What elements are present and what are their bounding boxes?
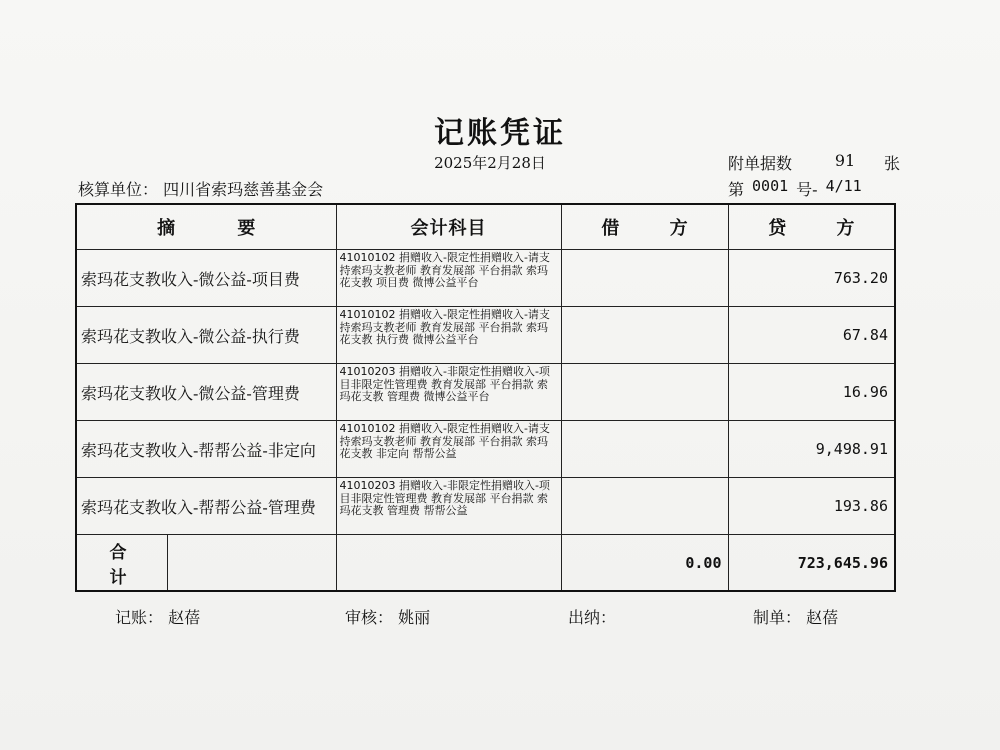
attachment-label: 附单据数: [728, 154, 793, 173]
row-summary: 索玛花支教收入-微公益-执行费: [76, 307, 336, 364]
row-summary: 索玛花支教收入-帮帮公益-管理费: [76, 478, 336, 535]
row-credit: 193.86: [728, 478, 895, 535]
row-summary: 索玛花支教收入-帮帮公益-非定向: [76, 421, 336, 478]
row-debit: [561, 421, 728, 478]
row-credit: 16.96: [728, 364, 895, 421]
organization: [78, 177, 323, 200]
header-credit: 贷 方: [728, 204, 895, 250]
row-summary: 索玛花支教收入-微公益-项目费: [76, 250, 336, 307]
total-debit: 0.00: [561, 535, 728, 592]
total-account-blank: [336, 535, 561, 592]
attachment-number: 91: [834, 151, 856, 170]
signature-preparer: [753, 605, 838, 628]
signature-cashier: [568, 605, 616, 628]
serial-suffix: 号-: [796, 180, 818, 199]
voucher-serial: [728, 177, 870, 200]
organization-label: 核算单位：: [78, 180, 159, 199]
row-credit: 763.20: [728, 250, 895, 307]
serial-prefix: 第: [728, 180, 745, 199]
row-account: 41010102 捐赠收入-限定性捐赠收入-请支持索玛支教老师 教育发展部 平台捐款 索玛花支教 项目费 微博公益平台: [336, 250, 561, 307]
reviewer-name: 姚丽: [398, 608, 431, 627]
header-debit: 借 方: [561, 204, 728, 250]
attachment-count: [728, 151, 900, 174]
row-account: 41010203 捐赠收入-非限定性捐赠收入-项目非限定性管理费 教育发展部 平台捐款 索玛花支教 管理费 微博公益平台: [336, 364, 561, 421]
row-debit: [561, 250, 728, 307]
preparer-label: 制单：: [753, 608, 802, 627]
table-row: [76, 364, 895, 421]
total-label-cell: [76, 535, 336, 592]
total-row: [76, 535, 895, 592]
bookkeeper-name: 赵蓓: [168, 608, 201, 627]
table-row: [76, 421, 895, 478]
preparer-name: 赵蓓: [806, 608, 839, 627]
row-account: 41010102 捐赠收入-限定性捐赠收入-请支持索玛支教老师 教育发展部 平台捐款 索玛花支教 非定向 帮帮公益: [336, 421, 561, 478]
header-summary: 摘 要: [76, 204, 336, 250]
serial-sequence: 4/11: [825, 177, 862, 195]
total-blank: [168, 535, 336, 590]
row-account: 41010102 捐赠收入-限定性捐赠收入-请支持索玛支教老师 教育发展部 平台捐款 索玛花支教 执行费 微博公益平台: [336, 307, 561, 364]
table-row: [76, 307, 895, 364]
row-debit: [561, 478, 728, 535]
row-credit: 9,498.91: [728, 421, 895, 478]
voucher-date: 2025年2月28日: [434, 154, 546, 172]
table-row: [76, 478, 895, 535]
total-label: 合 计: [77, 535, 168, 590]
serial-number: 0001: [752, 177, 789, 195]
attachment-unit: 张: [883, 154, 900, 173]
row-debit: [561, 364, 728, 421]
signature-reviewer: [345, 605, 430, 628]
organization-name: 四川省索玛慈善基金会: [163, 180, 324, 199]
row-credit: 67.84: [728, 307, 895, 364]
voucher-table: [75, 203, 896, 592]
reviewer-label: 审核：: [345, 608, 394, 627]
cashier-label: 出纳：: [568, 608, 617, 627]
row-account: 41010203 捐赠收入-非限定性捐赠收入-项目非限定性管理费 教育发展部 平台捐款 索玛花支教 管理费 帮帮公益: [336, 478, 561, 535]
row-debit: [561, 307, 728, 364]
row-summary: 索玛花支教收入-微公益-管理费: [76, 364, 336, 421]
table-header-row: [76, 204, 895, 250]
table-row: [76, 250, 895, 307]
header-account: 会计科目: [336, 204, 561, 250]
bookkeeper-label: 记账：: [115, 608, 164, 627]
signature-bookkeeper: [115, 605, 200, 628]
total-credit: 723,645.96: [728, 535, 895, 592]
voucher-title: 记账凭证: [434, 116, 566, 151]
